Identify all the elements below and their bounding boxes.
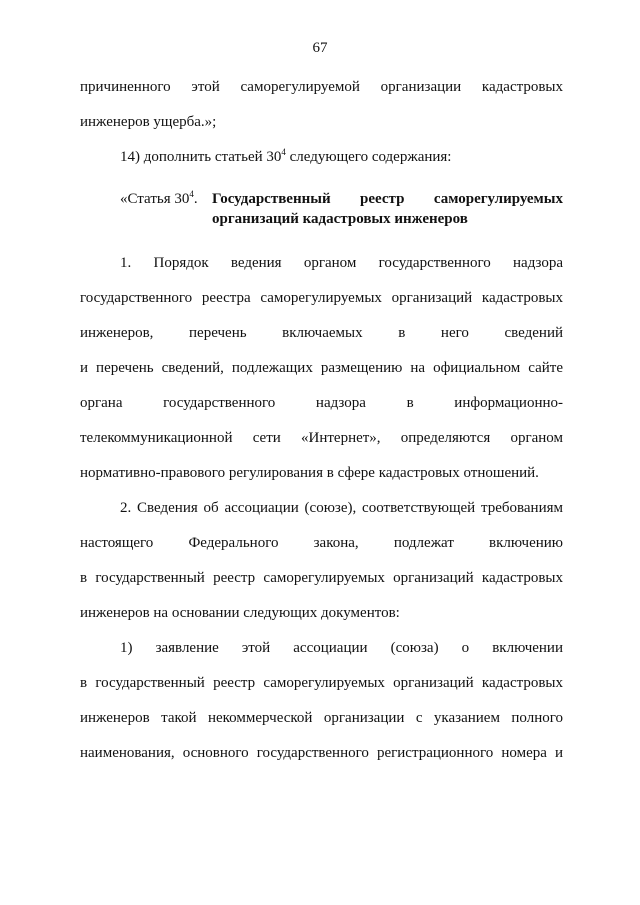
paragraph-line: в государственный реестр саморегулируемых организаций кадастровых xyxy=(80,570,563,586)
paragraph-line: нормативно-правового регулирования в сфере кадастровых отношений. xyxy=(80,465,539,481)
article-title xyxy=(212,189,563,229)
amendment-item xyxy=(120,147,563,167)
paragraph-line: инженеров такой некоммерческой организации с указанием полного xyxy=(80,710,563,726)
paragraph-line: в государственный реестр саморегулируемых организаций кадастровых xyxy=(80,675,563,691)
text-fragment: «Статья 30 xyxy=(120,191,190,207)
text-fragment: 14) дополнить статьей 30 xyxy=(120,149,282,165)
text-fragment: . xyxy=(193,191,198,207)
superscript: 4 xyxy=(281,147,286,157)
paragraph-line: 2. Сведения об ассоциации (союзе), соответствующей требованиям xyxy=(120,500,563,516)
text-line: причиненного этой саморегулируемой организации кадастровых xyxy=(80,79,563,95)
paragraph-line: наименования, основного государственного регистрационного номера и xyxy=(80,745,563,761)
text-fragment: следующего содержания: xyxy=(285,149,452,165)
paragraph-line: инженеров, перечень включаемых в него сведений xyxy=(80,325,563,341)
article-number xyxy=(120,189,198,209)
paragraph-line: 1) заявление этой ассоциации (союза) о включении xyxy=(120,640,563,656)
text-line: инженеров ущерба.»; xyxy=(80,114,217,130)
paragraph-line: 1. Порядок ведения органом государственного надзора xyxy=(120,255,563,271)
paragraph-line: инженеров на основании следующих документов: xyxy=(80,605,400,621)
paragraph-line: телекоммуникационной сети «Интернет», определяются органом xyxy=(80,430,563,446)
article-title-line: организаций кадастровых инженеров xyxy=(212,211,468,227)
article-title-line: Государственный реестр саморегулируемых xyxy=(212,191,563,207)
paragraph-line: настоящего Федерального закона, подлежат включению xyxy=(80,535,563,551)
superscript: 4 xyxy=(189,189,194,199)
page-number: 67 xyxy=(312,40,328,56)
paragraph-line: государственного реестра саморегулируемых организаций кадастровых xyxy=(80,290,563,306)
paragraph-line: органа государственного надзора в информационно- xyxy=(80,395,563,411)
paragraph-line: и перечень сведений, подлежащих размещению на официальном сайте xyxy=(80,360,563,376)
